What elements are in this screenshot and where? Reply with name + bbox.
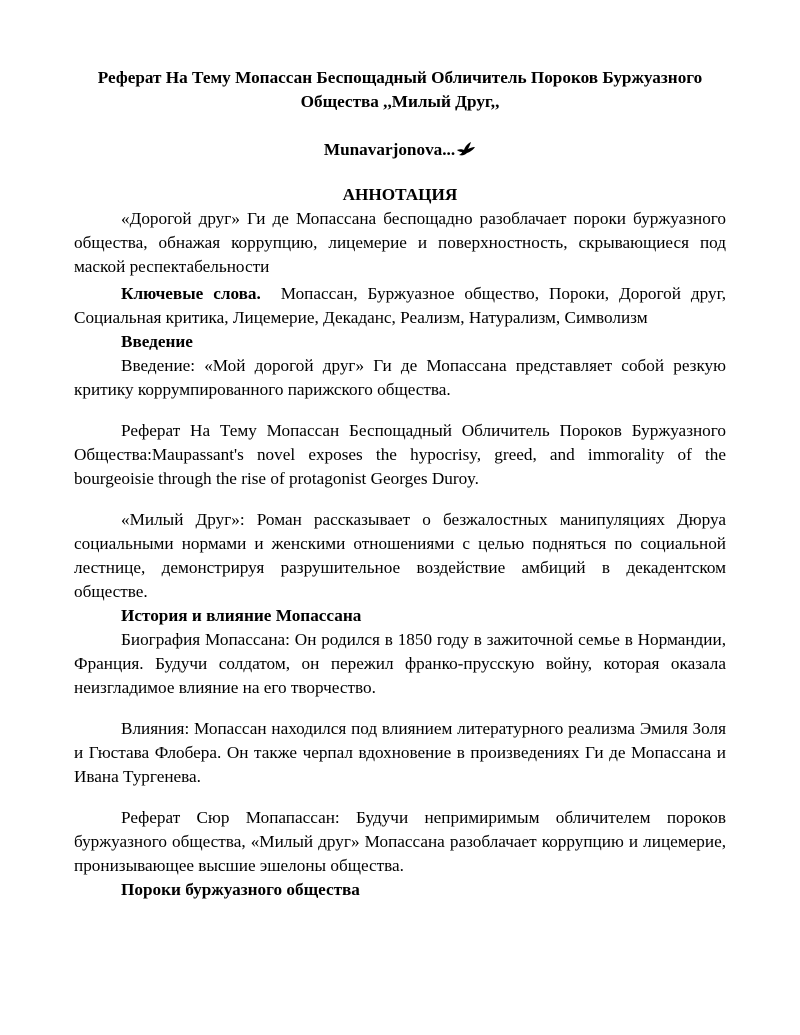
author-name: Munavarjonova... (323, 140, 456, 159)
dove-icon (456, 140, 476, 156)
intro-paragraph-2: Реферат На Тему Мопассан Беспощадный Обличитель Пороков Буржуазного Общества:Maupassant's novel exposes the hypocrisy, greed, and immorality of the bourgeoisie through the rise of protagonist Georges Duroy. (74, 421, 726, 488)
intro-paragraph-3: «Милый Друг»: Роман рассказывает о безжалостных манипуляциях Дюруа социальными нормами и женскими отношениями с целью подняться по социальной лестнице, демонстрируя разрушительное воздействие амбиций в декадентском обществе. (74, 510, 726, 601)
history-paragraph-2: Влияния: Мопассан находился под влиянием литературного реализма Эмиля Золя и Гюстава Флобера. Он также черпал вдохновение в произведениях Ги де Мопассана и Ивана Тургенева. (74, 719, 726, 786)
section-heading-history: История и влияние Мопассана (121, 606, 362, 625)
annotation-heading: АННОТАЦИЯ (342, 185, 458, 204)
keywords-label: Ключевые слова. (121, 284, 261, 303)
intro-paragraph-1: Введение: «Мой дорогой друг» Ги де Мопассана представляет собой резкую критику коррумпированного парижского общества. (74, 356, 726, 399)
keywords-text: Мопассан, Буржуазное общество, Пороки, Дорогой друг, Социальная критика, Лицемерие, Декаданс, Реализм, Натурализм, Символизм (74, 284, 726, 327)
history-paragraph-3: Реферат Сюр Мопапассан: Будучи непримиримым обличителем пороков буржуазного общества, «Милый друг» Мопассана разоблачает коррупцию и лицемерие, пронизывающее высшие эшелоны общества. (74, 808, 726, 875)
annotation-text: «Дорогой друг» Ги де Мопассана беспощадно разоблачает пороки буржуазного общества, обнажая коррупцию, лицемерие и поверхностность, скрывающиеся под маской респектабельности (74, 209, 726, 276)
history-paragraph-1: Биография Мопассана: Он родился в 1850 году в зажиточной семье в Нормандии, Франция. Будучи солдатом, он пережил франко-прусскую войну, которая оказала неизгладимое влияние на его творчество. (74, 630, 726, 697)
author-line (74, 138, 726, 162)
section-heading-introduction: Введение (121, 332, 193, 351)
document-title: Реферат На Тему Мопассан Беспощадный Обличитель Пороков Буржуазного Общества ,,Милый Друг,, (97, 68, 703, 111)
section-heading-vices: Пороки буржуазного общества (121, 880, 360, 899)
keywords-paragraph (74, 282, 726, 330)
